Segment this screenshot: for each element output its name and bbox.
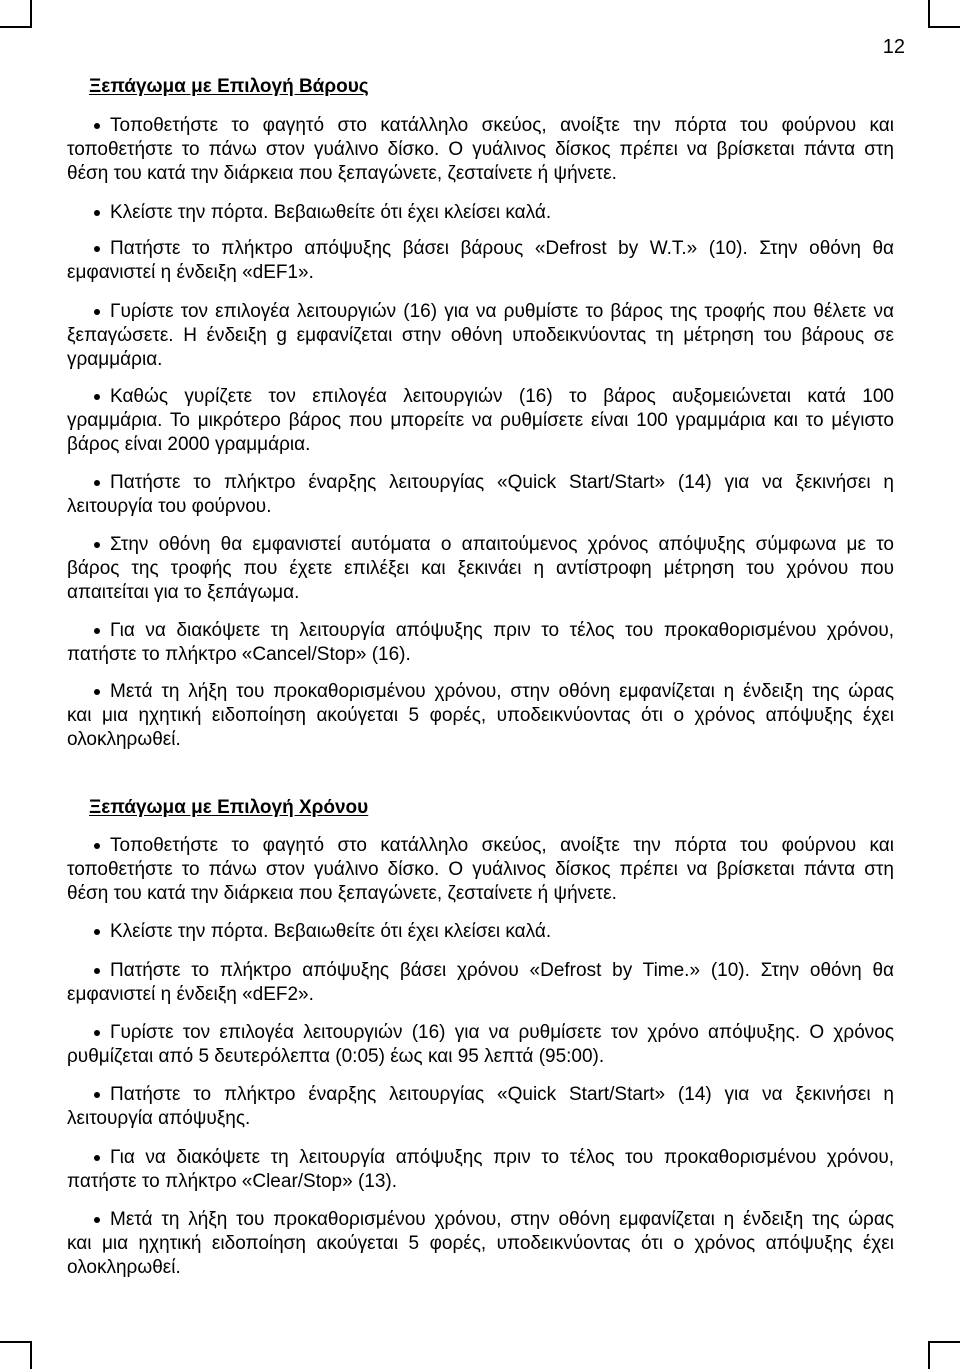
line-text: Μετά τη λήξη του προκαθορισμένου χρόνου, στην οθόνη εμφανίζεται η ένδειξη της ώρας: [110, 1209, 894, 1230]
instruction-line: λειτουργία απόψυξης.: [67, 1108, 251, 1129]
instruction-item: [67, 1083, 894, 1131]
instruction-item: [67, 680, 894, 752]
instruction-line: θέση του κατά την διάρκεια που ξεπαγώνετε, ζεσταίνετε ή ψήνετε.: [67, 163, 617, 184]
instruction-line: [67, 300, 894, 324]
line-text: Τοποθετήστε το φαγητό στο κατάλληλο σκεύος, ανοίξτε την πόρτα του φούρνου και: [110, 115, 894, 136]
crop-mark-bottom-right-vertical: [928, 1341, 930, 1369]
line-text: Γυρίστε τον επιλογέα λειτουργιών (16) για να ρυθμίστε το βάρος της τροφής που θέλετε να: [110, 301, 894, 322]
bullet-icon: [94, 246, 100, 252]
instruction-item: [67, 300, 894, 372]
instruction-line: τοποθετήστε το πάνω στον γυάλινο δίσκο. Ο γυάλινος δίσκος πρέπει να βρίσκεται πάντα στη: [67, 139, 894, 160]
instruction-line: [67, 1021, 894, 1045]
crop-mark-top-right-horizontal: [928, 26, 960, 28]
instruction-line: [67, 1208, 894, 1232]
line-text: Πατήστε το πλήκτρο έναρξης λειτουργίας «Quick Start/Start» (14) για να ξεκινήσει η: [110, 472, 894, 493]
instruction-line: και μια ηχητική ειδοποίηση ακούγεται 5 φορές, υποδεικνύοντας ότι ο χρόνος απόψυξης έχει: [67, 705, 894, 726]
instruction-line: ρυθμίζεται από 5 δευτερόλεπτα (0:05) έως και 95 λεπτά (95:00).: [67, 1046, 605, 1067]
instruction-item: [67, 201, 894, 225]
instruction-item: [67, 1146, 894, 1194]
instruction-line: πατήστε το πλήκτρο «Clear/Stop» (13).: [67, 1171, 398, 1192]
bullet-icon: [94, 689, 100, 695]
line-text: Πατήστε το πλήκτρο απόψυξης βάσει βάρους «Defrost by W.T.» (10). Στην οθόνη θα: [110, 238, 894, 259]
instruction-item: [67, 471, 894, 519]
line-text: Καθώς γυρίζετε τον επιλογέα λειτουργιών (16) το βάρος αυξομειώνεται κατά 100: [110, 386, 894, 407]
instruction-line: ολοκληρωθεί.: [67, 729, 181, 750]
instruction-item: [67, 237, 894, 285]
instruction-line: βάρος της τροφής που έχετε επιλέξει και ξεκινάει η αντίστροφη μέτρηση του χρόνου που: [67, 558, 894, 579]
line-text: Μετά τη λήξη του προκαθορισμένου χρόνου, στην οθόνη εμφανίζεται η ένδειξη της ώρας: [110, 681, 894, 702]
instruction-line: και μια ηχητική ειδοποίηση ακούγεται 5 φορές, υποδεικνύοντας ότι ο χρόνος απόψυξης έχει: [67, 1233, 894, 1254]
instruction-line: [67, 1083, 894, 1107]
instruction-line: [67, 533, 894, 557]
instruction-item: [67, 533, 894, 605]
bullet-icon: [94, 394, 100, 400]
crop-mark-bottom-left-vertical: [30, 1341, 32, 1369]
crop-mark-bottom-left-horizontal: [0, 1341, 32, 1343]
line-text: Στην οθόνη θα εμφανιστεί αυτόματα ο απαιτούμενος χρόνος απόψυξης σύμφωνα με το: [110, 534, 894, 555]
bullet-icon: [94, 968, 100, 974]
bullet-icon: [94, 1217, 100, 1223]
page-number: 12: [882, 36, 905, 58]
line-text: Γυρίστε τον επιλογέα λειτουργιών (16) για να ρυθμίσετε τον χρόνο απόψυξης. Ο χρόνος: [110, 1022, 894, 1043]
line-text: Τοποθετήστε το φαγητό στο κατάλληλο σκεύος, ανοίξτε την πόρτα του φούρνου και: [110, 835, 894, 856]
instruction-line: [67, 920, 894, 944]
crop-mark-bottom-right-horizontal: [928, 1341, 960, 1343]
instruction-item: [67, 920, 894, 944]
line-text: Για να διακόψετε τη λειτουργία απόψυξης πριν το τέλος του προκαθορισμένου χρόνου,: [110, 1147, 894, 1168]
bullet-icon: [94, 1155, 100, 1161]
section-title-time: Ξεπάγωμα με Επιλογή Χρόνου: [89, 797, 369, 818]
instruction-line: πατήστε το πλήκτρο «Cancel/Stop» (16).: [67, 644, 411, 665]
line-text: Κλείστε την πόρτα. Βεβαιωθείτε ότι έχει κλείσει καλά.: [110, 202, 552, 223]
line-text: Πατήστε το πλήκτρο έναρξης λειτουργίας «Quick Start/Start» (14) για να ξεκινήσει η: [110, 1084, 894, 1105]
instruction-line: [67, 834, 894, 858]
instruction-line: λειτουργία του φούρνου.: [67, 496, 272, 517]
instruction-line: ολοκληρωθεί.: [67, 1257, 181, 1278]
instruction-item: [67, 385, 894, 457]
instruction-line: [67, 959, 894, 983]
instruction-line: [67, 680, 894, 704]
bullet-icon: [94, 929, 100, 935]
instruction-line: [67, 114, 894, 138]
instruction-line: [67, 385, 894, 409]
instruction-line: απαιτείται για το ξεπάγωμα.: [67, 582, 300, 603]
instruction-item: [67, 959, 894, 1007]
bullet-icon: [94, 480, 100, 486]
instruction-item: [67, 834, 894, 906]
bullet-icon: [94, 210, 100, 216]
instruction-item: [67, 1021, 894, 1069]
bullet-icon: [94, 309, 100, 315]
instruction-line: [67, 619, 894, 643]
instruction-line: θέση του κατά την διάρκεια που ξεπαγώνετε, ζεσταίνετε ή ψήνετε.: [67, 883, 617, 904]
instruction-line: [67, 1146, 894, 1170]
instruction-line: γραμμάρια. Το μικρότερο βάρος που μπορείτε να ρυθμίσετε είναι 100 γραμμάρια και το μέγιστο: [67, 410, 894, 431]
crop-mark-top-left-vertical: [30, 0, 32, 27]
instruction-line: ξεπαγώσετε. Η ένδειξη g εμφανίζεται στην οθόνη υποδεικνύοντας τη μέτρηση του βάρους σε: [67, 325, 894, 346]
instruction-line: [67, 201, 894, 225]
crop-mark-top-left-horizontal: [0, 26, 32, 28]
bullet-icon: [94, 123, 100, 129]
instruction-line: [67, 471, 894, 495]
instruction-line: εμφανιστεί η ένδειξη «dEF2».: [67, 984, 314, 1005]
line-text: Κλείστε την πόρτα. Βεβαιωθείτε ότι έχει κλείσει καλά.: [110, 921, 552, 942]
instruction-line: [67, 237, 894, 261]
instruction-item: [67, 619, 894, 667]
line-text: Πατήστε το πλήκτρο απόψυξης βάσει χρόνου «Defrost by Time.» (10). Στην οθόνη θα: [110, 960, 894, 981]
bullet-icon: [94, 628, 100, 634]
instruction-item: [67, 114, 894, 186]
bullet-icon: [94, 1092, 100, 1098]
instruction-item: [67, 1208, 894, 1280]
section-title-weight: Ξεπάγωμα με Επιλογή Βάρους: [89, 76, 369, 97]
instruction-line: τοποθετήστε το πάνω στον γυάλινο δίσκο. Ο γυάλινος δίσκος πρέπει να βρίσκεται πάντα στη: [67, 859, 894, 880]
bullet-icon: [94, 1030, 100, 1036]
line-text: Για να διακόψετε τη λειτουργία απόψυξης πριν το τέλος του προκαθορισμένου χρόνου,: [110, 620, 894, 641]
instruction-line: γραμμάρια.: [67, 349, 163, 370]
instruction-line: εμφανιστεί η ένδειξη «dEF1».: [67, 262, 314, 283]
crop-mark-top-right-vertical: [928, 0, 930, 27]
bullet-icon: [94, 843, 100, 849]
bullet-icon: [94, 542, 100, 548]
instruction-line: βάρος είναι 2000 γραμμάρια.: [67, 434, 311, 455]
